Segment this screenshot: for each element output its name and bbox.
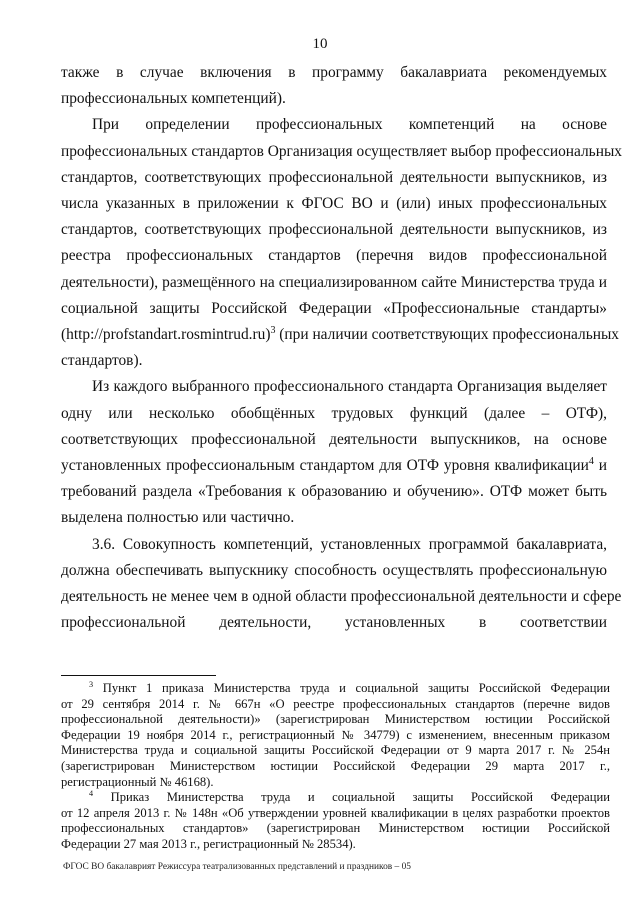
body-line bbox=[61, 243, 607, 269]
body-line bbox=[61, 558, 607, 584]
body-line-text: выделена полностью или частично. bbox=[61, 509, 295, 527]
document-footer: ФГОС ВО бакалаврият Режиссура театрализованных представлений и праздников – 05 bbox=[63, 862, 411, 872]
footnote-line bbox=[61, 712, 610, 728]
footnote-line bbox=[61, 790, 610, 806]
body-line bbox=[61, 505, 607, 531]
body-line-text: должна обеспечивать выпускнику способность осуществлять профессиональную bbox=[61, 561, 607, 579]
body-line bbox=[61, 296, 607, 322]
body-line bbox=[61, 427, 607, 453]
footnote-line-text: профессиональной деятельности)» (зарегистрирован Министерством юстиции Российской bbox=[61, 712, 610, 727]
footnote-line-text: регистрационный № 46168). bbox=[61, 774, 214, 789]
footnotes bbox=[61, 681, 610, 853]
body-line bbox=[61, 191, 607, 217]
footnote-line-text: Федерации 27 мая 2013 г., регистрационный № 28534). bbox=[61, 836, 356, 851]
footnote-line-text: Приказ Министерства труда и социальной защиты Российской Федерации bbox=[110, 790, 610, 805]
footnote-line-text: Федерации 19 ноября 2014 г., регистрационный № 34779) с изменением, внесенным приказом bbox=[61, 727, 610, 742]
body-line bbox=[61, 112, 607, 138]
body-line bbox=[61, 479, 607, 505]
footnote-line bbox=[61, 775, 610, 791]
body-line bbox=[61, 532, 607, 558]
body-line-text: реестра профессиональных стандартов (перечня видов профессиональной bbox=[61, 247, 607, 265]
footnote-marker: 4 bbox=[89, 788, 94, 798]
footnote-line-text: профессиональных стандартов» (зарегистрирован Министерством юстиции Российской bbox=[61, 821, 610, 836]
footnote-line bbox=[61, 681, 610, 697]
footnote-marker: 3 bbox=[89, 679, 94, 689]
footnote-line-text: (зарегистрирован Министерством юстиции Российской Федерации 29 марта 2017 г., bbox=[61, 758, 610, 773]
footnote-reference: 3 bbox=[270, 324, 276, 336]
body-line-text: Из каждого выбранного профессионального стандарта Организация выделяет bbox=[92, 378, 607, 396]
body-line-text: (при наличии соответствующих профессиональных bbox=[275, 326, 619, 344]
body-line bbox=[61, 322, 619, 348]
body-line bbox=[61, 401, 607, 427]
page-number: 10 bbox=[312, 36, 328, 52]
footnote-line-text: от 12 апреля 2013 г. № 148н «Об утверждении уровней квалификации в целях разработки проектов bbox=[61, 805, 610, 820]
footnote-reference: 4 bbox=[588, 455, 594, 467]
body-line-text: 3.6. Совокупность компетенций, установленных программой бакалавриата, bbox=[92, 535, 607, 553]
footnote-line-text: Пункт 1 приказа Министерства труда и социальной защиты Российской Федерации bbox=[102, 681, 610, 695]
body-line-text: одну или несколько обобщённых трудовых функций (далее – ОТФ), bbox=[61, 404, 607, 422]
body-line bbox=[61, 60, 607, 86]
body-line-text: соответствующих профессиональной деятельности выпускников, на основе bbox=[61, 430, 607, 448]
body-line-text: При определении профессиональных компетенций на основе bbox=[92, 116, 607, 134]
body-line bbox=[61, 610, 607, 636]
body-line bbox=[61, 165, 607, 191]
body-line-text: деятельность не менее чем в одной области профессиональной деятельности и сфере bbox=[61, 588, 622, 606]
body-line-text: стандартов, соответствующих профессиональной деятельности выпускников, из bbox=[61, 221, 607, 239]
body-line-text: профессиональных стандартов Организация осуществляет выбор профессиональных bbox=[61, 142, 622, 160]
body-line-text: установленных профессиональным стандартом для ОТФ уровня квалификации bbox=[61, 457, 589, 475]
footnote-line bbox=[61, 743, 610, 759]
body-line bbox=[61, 374, 607, 400]
body-line bbox=[61, 217, 607, 243]
body-line-text: и bbox=[593, 457, 607, 475]
footnote-line bbox=[61, 821, 610, 837]
body-line-text: деятельности), размещённого на специализированном сайте Министерства труда и bbox=[61, 273, 607, 291]
body-line-text: требований раздела «Требования к образованию и обучению». ОТФ может быть bbox=[61, 483, 607, 501]
body-line-text: также в случае включения в программу бакалавриата рекомендуемых bbox=[61, 64, 607, 81]
body-line-text: стандартов, соответствующих профессиональной деятельности выпускников, из bbox=[61, 168, 607, 186]
body-line bbox=[61, 270, 607, 296]
body-line bbox=[61, 139, 622, 165]
footnote-line-text: Министерства труда и социальной защиты Российской Федерации от 9 марта 2017 г. № 254н bbox=[61, 743, 610, 758]
body-text bbox=[61, 60, 622, 636]
footnote-line-text: от 29 сентября 2014 г. № 667н «О реестре профессиональных стандартов (перечне видов bbox=[61, 696, 610, 711]
footnote-line bbox=[61, 806, 610, 822]
footnote-line bbox=[61, 837, 610, 853]
body-line bbox=[61, 453, 607, 479]
body-line bbox=[61, 348, 607, 374]
body-line-text: профессиональной деятельности, установленных в соответствии bbox=[61, 614, 607, 632]
footnote-line bbox=[61, 728, 610, 744]
body-line bbox=[61, 86, 607, 112]
footnote-line bbox=[61, 759, 610, 775]
body-line bbox=[61, 584, 622, 610]
footnote-separator bbox=[61, 675, 216, 676]
footnote-line bbox=[61, 697, 610, 713]
body-line-text: стандартов). bbox=[61, 352, 143, 370]
body-line-text: числа указанных в приложении к ФГОС ВО и (или) иных профессиональных bbox=[61, 195, 607, 213]
body-line-text: социальной защиты Российской Федерации «Профессиональные стандарты» bbox=[61, 299, 607, 317]
body-line-text: (http://profstandart.rosmintrud.ru) bbox=[61, 326, 271, 344]
body-line-text: профессиональных компетенций). bbox=[61, 90, 286, 108]
